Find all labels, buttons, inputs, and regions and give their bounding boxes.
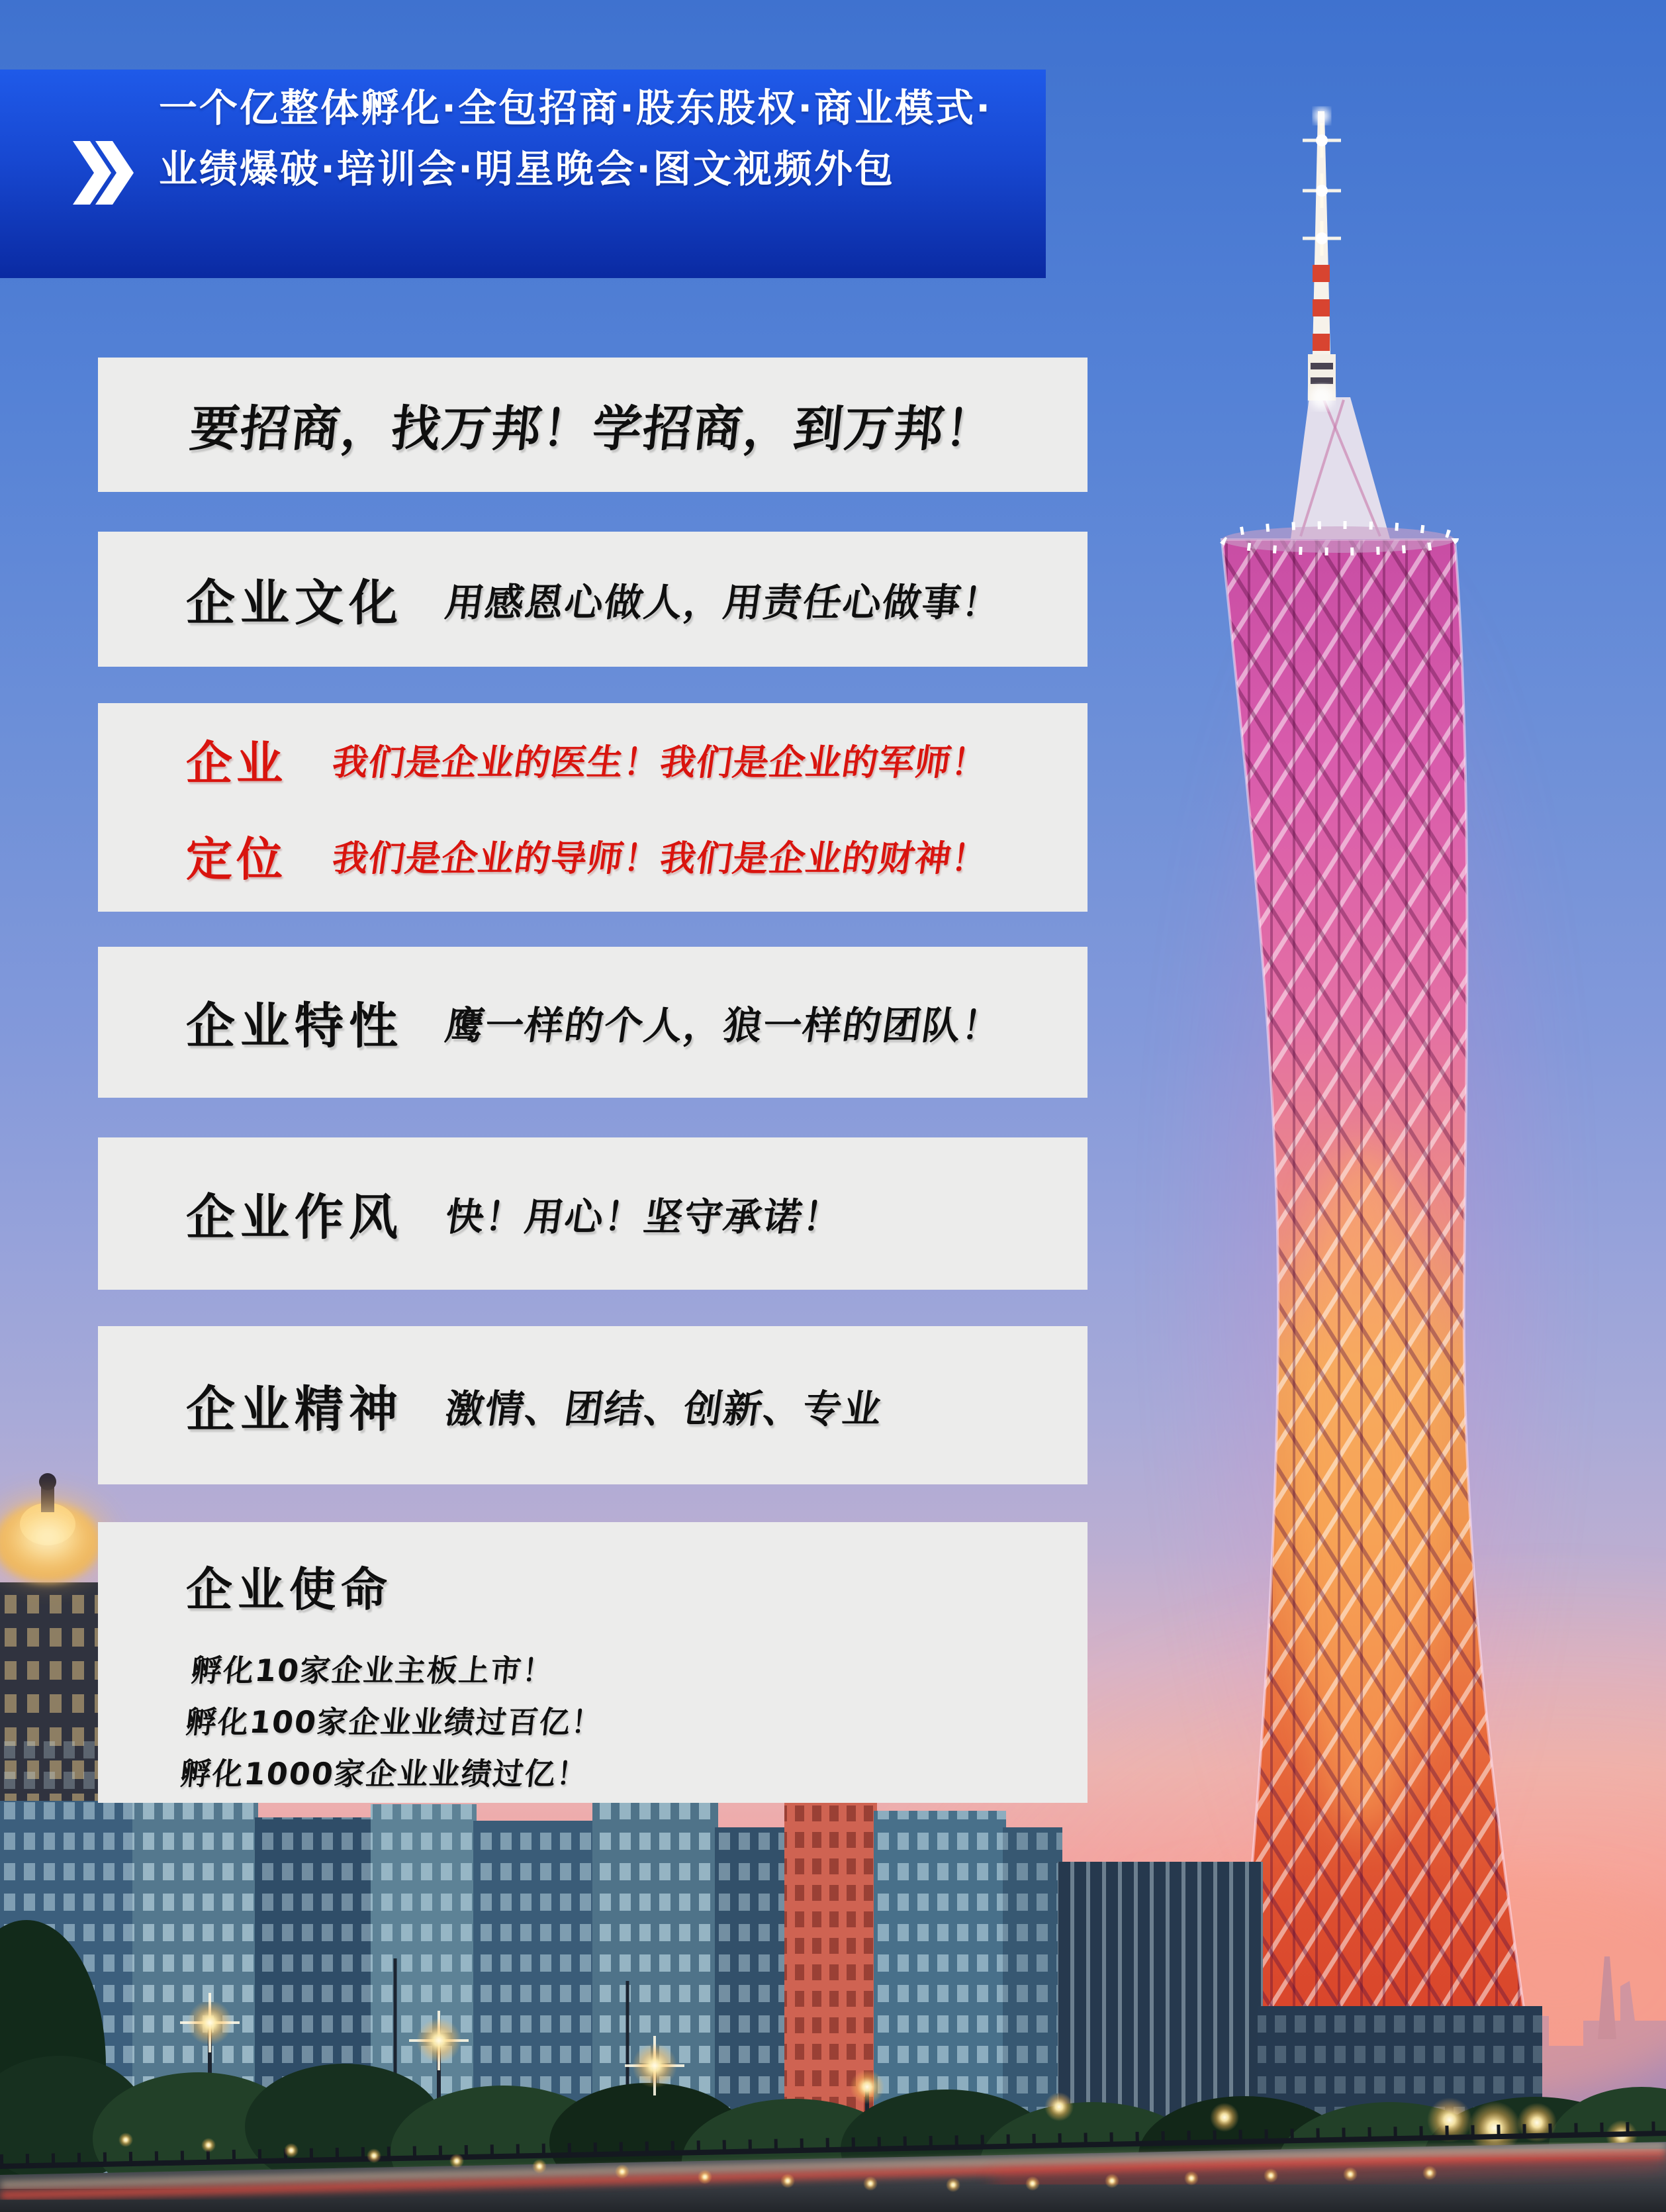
positioning-row-2 (98, 822, 1088, 889)
culture-panel (98, 532, 1088, 667)
mission-line-3: 孵化1000家企业业绩过亿！ (178, 1756, 590, 1792)
culture-subtitle: 用感恩心做人，用责任心做事！ (442, 580, 1005, 625)
mission-panel (98, 1522, 1088, 1803)
positioning-text-2: 我们是企业的导师！我们是企业的财神！ (330, 837, 991, 879)
positioning-title-line-1: 企业 (186, 736, 287, 791)
slogan-panel (98, 358, 1088, 492)
mission-title: 企业使命 (186, 1563, 393, 1617)
banner-line-1: 一个亿整体孵化·全包招商·股东股权·商业模式· (159, 85, 993, 130)
spirit-title: 企业精神 (186, 1380, 403, 1438)
spirit-panel (98, 1326, 1088, 1484)
spirit-subtitle: 激情、团结、创新、专业 (442, 1386, 886, 1431)
culture-title: 企业文化 (186, 575, 403, 632)
traits-title: 企业特性 (186, 998, 403, 1055)
slogan-text: 要招商，找万邦！学招商，到万邦！ (187, 400, 998, 457)
mission-line-2: 孵化100家企业业绩过百亿！ (184, 1704, 605, 1740)
positioning-panel (98, 703, 1088, 912)
style-subtitle: 快！用心！坚守承诺！ (442, 1194, 847, 1239)
positioning-title-line-2: 定位 (186, 832, 287, 887)
mission-line-1: 孵化10家企业主板上市！ (189, 1653, 557, 1688)
traits-panel (98, 947, 1088, 1098)
positioning-text-1: 我们是企业的医生！我们是企业的军师！ (330, 741, 991, 783)
banner-text (159, 77, 992, 199)
positioning-row-1 (98, 726, 1088, 793)
double-chevron-icon (70, 141, 136, 205)
style-title: 企业作风 (186, 1189, 403, 1246)
banner-line-2: 业绩爆破·培训会·明星晚会·图文视频外包 (159, 146, 896, 191)
traits-subtitle: 鹰一样的个人，狼一样的团队！ (442, 1003, 1005, 1048)
header-banner (0, 70, 1046, 278)
style-panel (98, 1137, 1088, 1290)
mission-lines (178, 1645, 612, 1800)
